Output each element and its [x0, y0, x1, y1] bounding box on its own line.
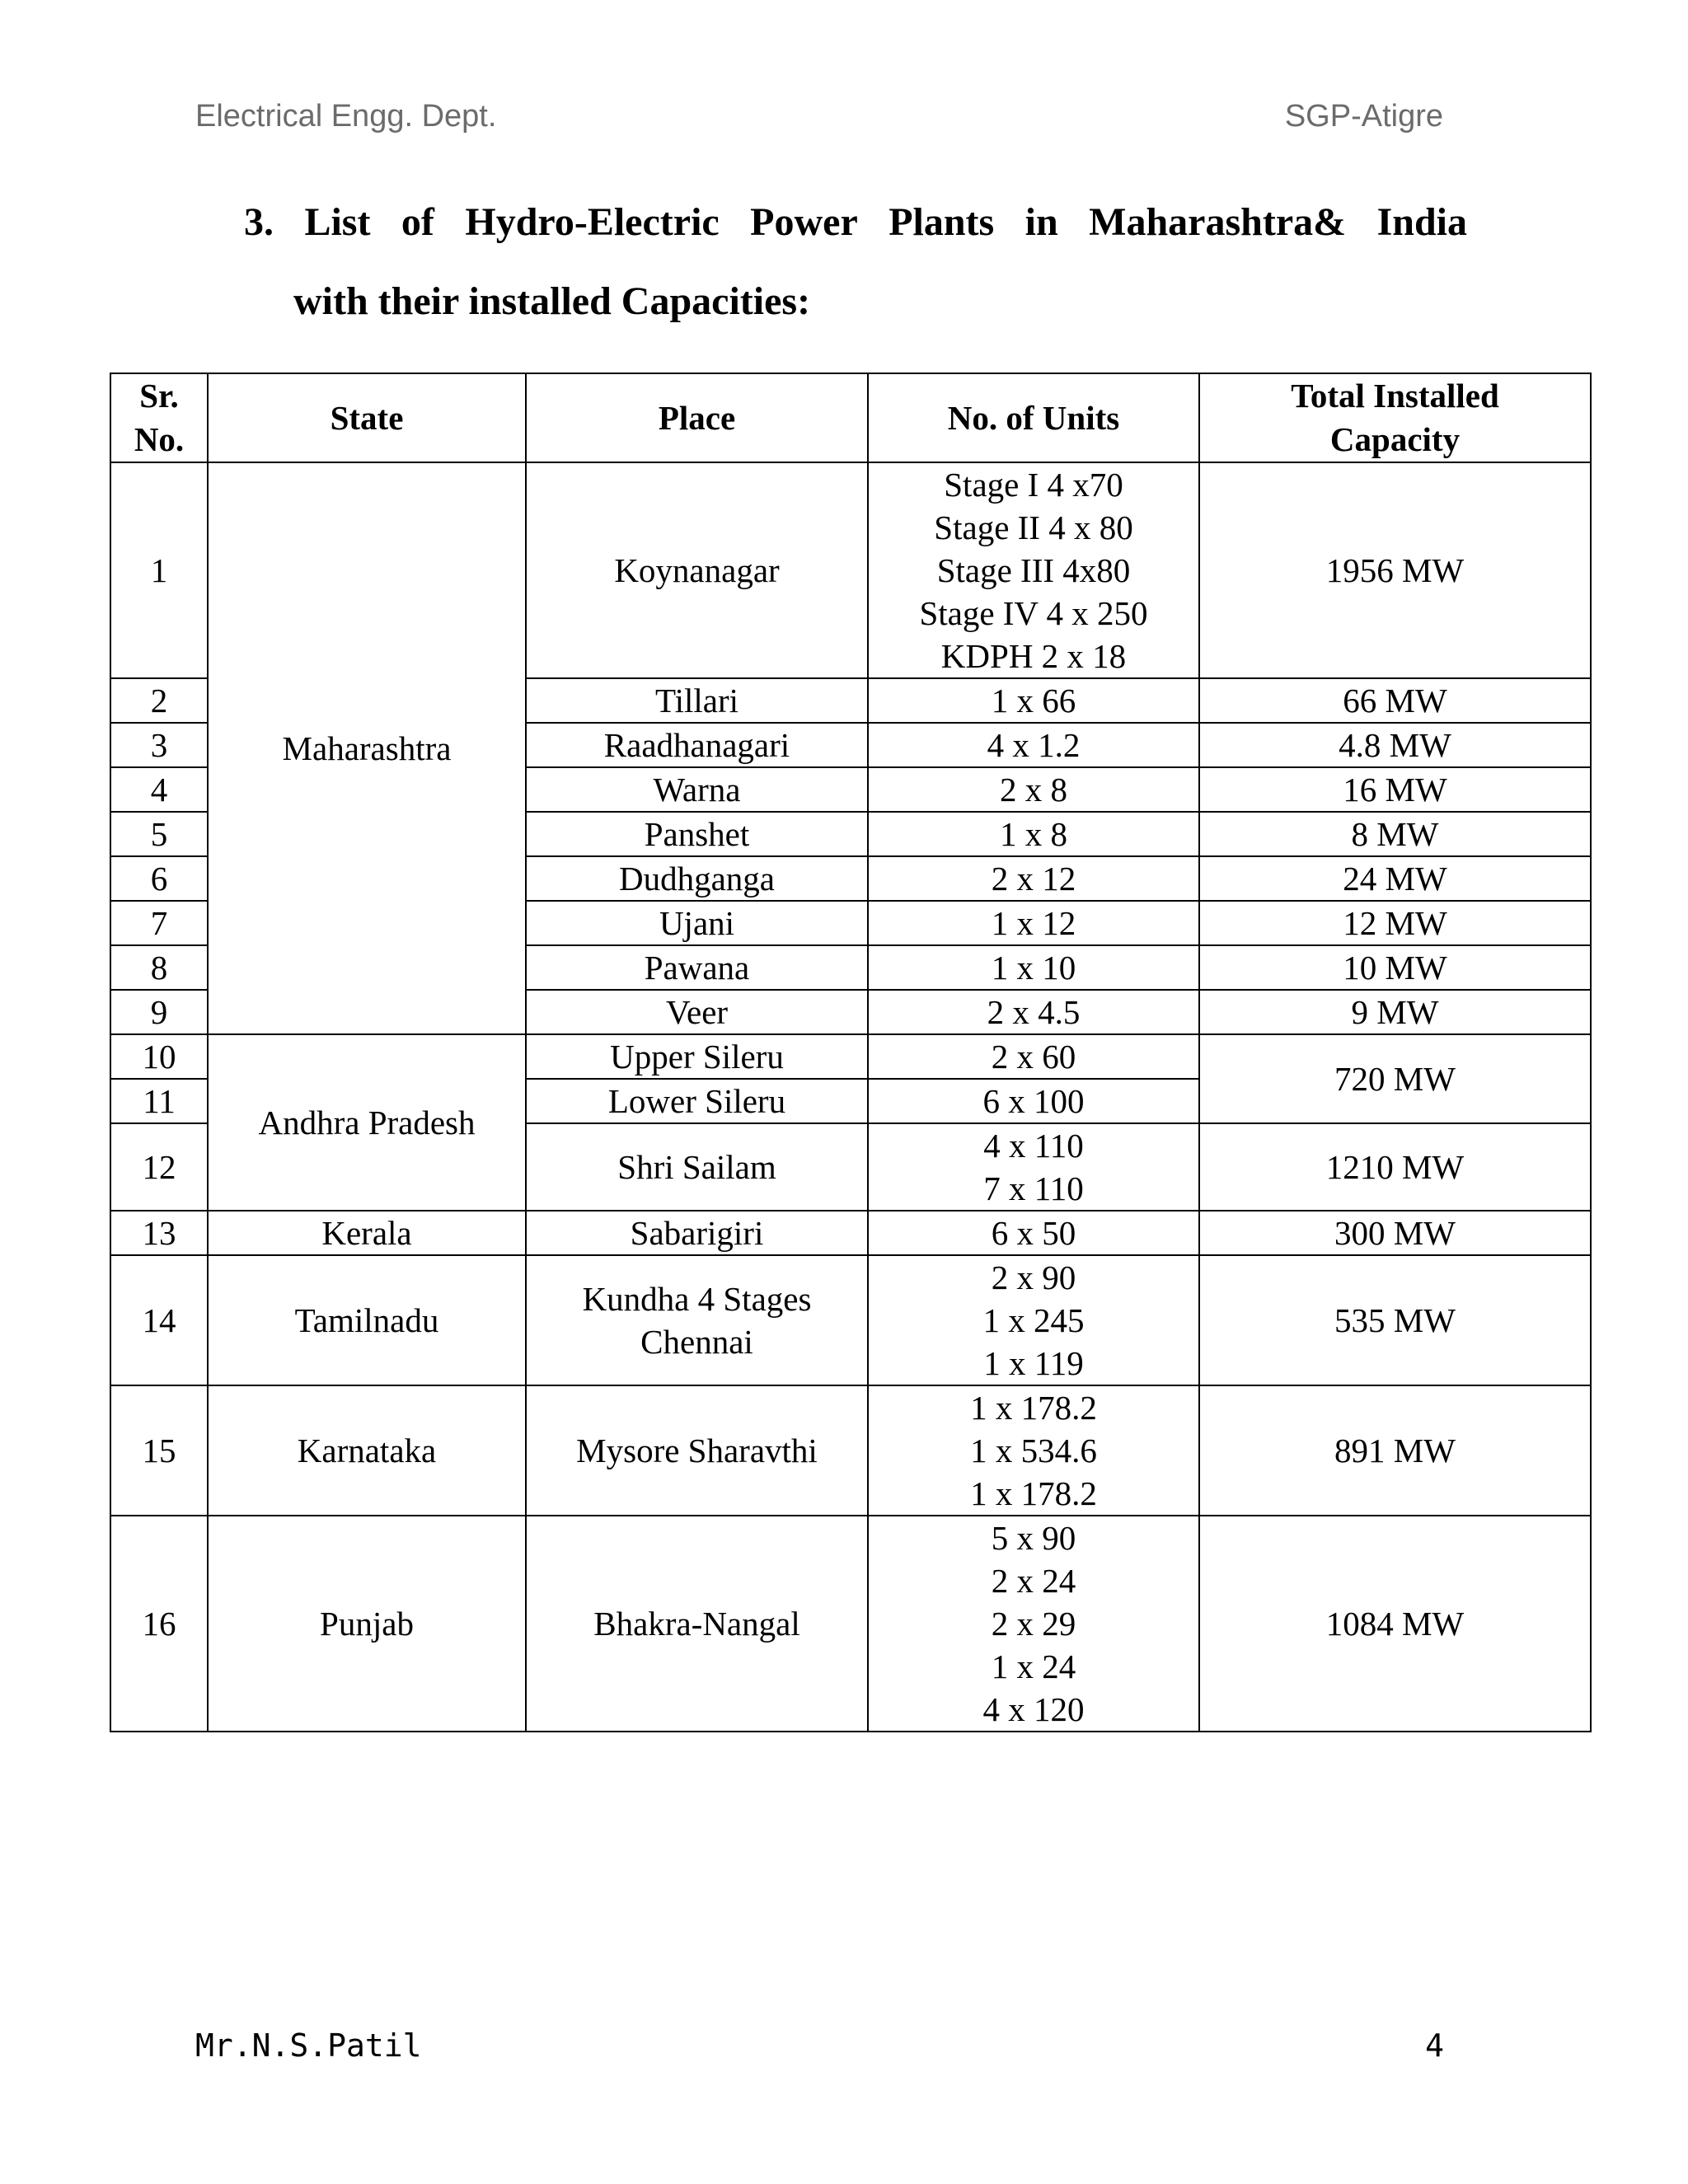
cell-capacity: 4.8 MW	[1199, 723, 1591, 767]
cell-units: 6 x 50	[868, 1211, 1199, 1255]
cell-units: 1 x 178.2 1 x 534.6 1 x 178.2	[868, 1385, 1199, 1516]
cell-units: 1 x 12	[868, 901, 1199, 945]
table-body	[110, 462, 1591, 1732]
footer-author: Mr.N.S.Patil	[195, 2027, 422, 2064]
cell-place: Mysore Sharavthi	[526, 1385, 868, 1516]
heading-word: in	[1025, 200, 1058, 244]
cell-units: 6 x 100	[868, 1079, 1199, 1123]
cell-units: 1 x 10	[868, 945, 1199, 990]
cell-place: Pawana	[526, 945, 868, 990]
cell-sr: 8	[110, 945, 208, 990]
cell-place: Dudhganga	[526, 856, 868, 901]
cell-place: Shri Sailam	[526, 1123, 868, 1211]
cell-sr: 9	[110, 990, 208, 1034]
heading-word: Power	[750, 200, 858, 244]
cell-capacity: 1084 MW	[1199, 1516, 1591, 1732]
col-header-place: Place	[526, 373, 868, 462]
col-header-capacity: Total Installed Capacity	[1199, 373, 1591, 462]
heading-word: Maharashtra&	[1089, 200, 1347, 244]
section-heading	[244, 183, 1467, 341]
page-number: 4	[1425, 2027, 1444, 2064]
cell-capacity: 8 MW	[1199, 812, 1591, 856]
table-row	[110, 462, 1591, 678]
cell-capacity: 1210 MW	[1199, 1123, 1591, 1211]
cell-units: Stage I 4 x70 Stage II 4 x 80 Stage III 4x80 Stage IV 4 x 250 KDPH 2 x 18	[868, 462, 1199, 678]
heading-word: 3.	[244, 200, 274, 244]
cell-place: Ujani	[526, 901, 868, 945]
cell-place: Tillari	[526, 678, 868, 723]
table-row	[110, 1034, 1591, 1079]
cell-sr: 6	[110, 856, 208, 901]
cell-state: Andhra Pradesh	[208, 1034, 526, 1211]
cell-place: Lower Sileru	[526, 1079, 868, 1123]
cell-units: 4 x 1.2	[868, 723, 1199, 767]
cell-capacity: 1956 MW	[1199, 462, 1591, 678]
cell-sr: 2	[110, 678, 208, 723]
table-row	[110, 1385, 1591, 1516]
cell-place: Veer	[526, 990, 868, 1034]
heading-word: India	[1376, 200, 1467, 244]
cell-sr: 4	[110, 767, 208, 812]
table-row	[110, 1516, 1591, 1732]
cell-capacity: 66 MW	[1199, 678, 1591, 723]
cell-state: Maharashtra	[208, 462, 526, 1034]
cell-capacity: 10 MW	[1199, 945, 1591, 990]
cell-units: 2 x 8	[868, 767, 1199, 812]
section-heading-line-2: with their installed Capacities:	[293, 279, 811, 323]
cell-units: 1 x 66	[868, 678, 1199, 723]
table-header-row	[110, 373, 1591, 462]
section-heading-line-1	[244, 183, 1467, 262]
cell-capacity: 16 MW	[1199, 767, 1591, 812]
cell-units: 1 x 8	[868, 812, 1199, 856]
cell-sr: 3	[110, 723, 208, 767]
header-institute: SGP-Atigre	[1284, 99, 1443, 134]
cell-capacity: 300 MW	[1199, 1211, 1591, 1255]
cell-sr: 10	[110, 1034, 208, 1079]
cell-capacity: 535 MW	[1199, 1255, 1591, 1385]
cell-capacity: 720 MW	[1199, 1034, 1591, 1123]
col-header-units: No. of Units	[868, 373, 1199, 462]
cell-sr: 16	[110, 1516, 208, 1732]
cell-place: Kundha 4 Stages Chennai	[526, 1255, 868, 1385]
cell-units: 4 x 110 7 x 110	[868, 1123, 1199, 1211]
heading-word: Hydro-Electric	[465, 200, 720, 244]
cell-sr: 11	[110, 1079, 208, 1123]
heading-word: of	[401, 200, 434, 244]
col-header-state: State	[208, 373, 526, 462]
header-department: Electrical Engg. Dept.	[195, 99, 497, 134]
cell-sr: 13	[110, 1211, 208, 1255]
hydro-plants-table	[110, 373, 1592, 1732]
cell-place: Sabarigiri	[526, 1211, 868, 1255]
cell-sr: 1	[110, 462, 208, 678]
cell-place: Bhakra-Nangal	[526, 1516, 868, 1732]
heading-word: Plants	[889, 200, 995, 244]
cell-place: Koynanagar	[526, 462, 868, 678]
cell-units: 2 x 60	[868, 1034, 1199, 1079]
table-row	[110, 1255, 1591, 1385]
cell-sr: 12	[110, 1123, 208, 1211]
cell-state: Punjab	[208, 1516, 526, 1732]
cell-units: 2 x 4.5	[868, 990, 1199, 1034]
heading-word: List	[304, 200, 371, 244]
cell-place: Raadhanagari	[526, 723, 868, 767]
cell-sr: 5	[110, 812, 208, 856]
cell-units: 2 x 12	[868, 856, 1199, 901]
cell-capacity: 24 MW	[1199, 856, 1591, 901]
cell-place: Upper Sileru	[526, 1034, 868, 1079]
cell-capacity: 12 MW	[1199, 901, 1591, 945]
cell-place: Panshet	[526, 812, 868, 856]
table-row	[110, 1211, 1591, 1255]
cell-units: 5 x 90 2 x 24 2 x 29 1 x 24 4 x 120	[868, 1516, 1199, 1732]
cell-sr: 14	[110, 1255, 208, 1385]
cell-capacity: 9 MW	[1199, 990, 1591, 1034]
cell-units: 2 x 90 1 x 245 1 x 119	[868, 1255, 1199, 1385]
cell-sr: 7	[110, 901, 208, 945]
cell-sr: 15	[110, 1385, 208, 1516]
cell-state: Kerala	[208, 1211, 526, 1255]
cell-state: Tamilnadu	[208, 1255, 526, 1385]
cell-state: Karnataka	[208, 1385, 526, 1516]
cell-place: Warna	[526, 767, 868, 812]
cell-capacity: 891 MW	[1199, 1385, 1591, 1516]
col-header-sr-no: Sr. No.	[110, 373, 208, 462]
